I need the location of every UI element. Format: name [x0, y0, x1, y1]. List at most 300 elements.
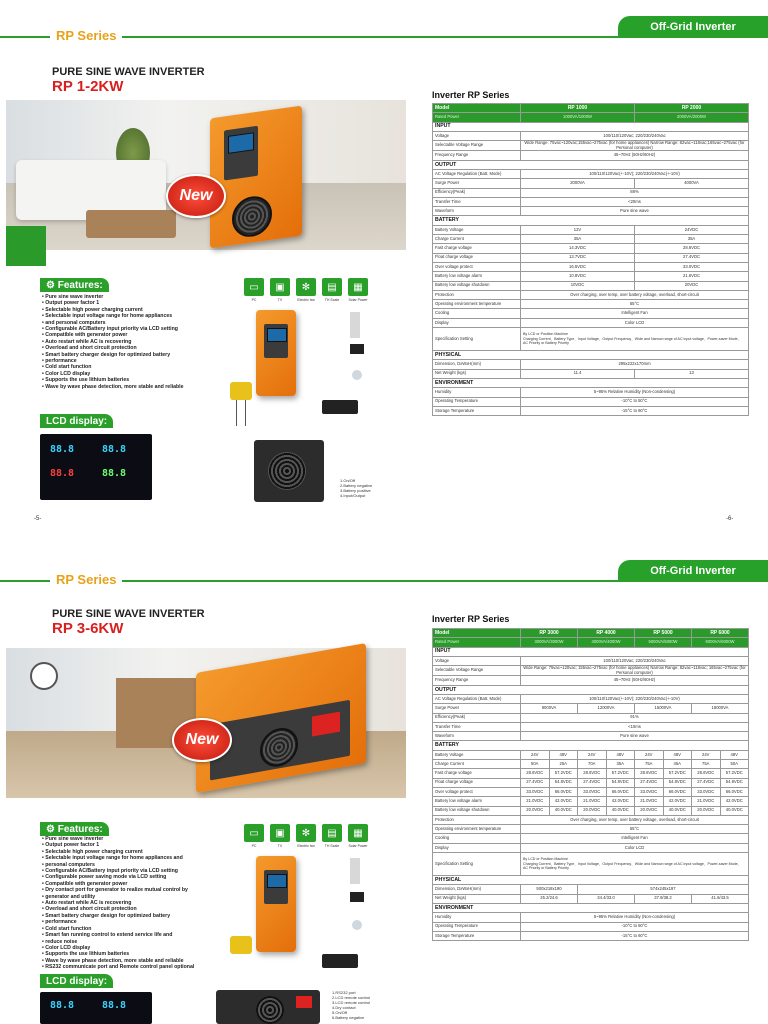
spec-label: Protection [433, 290, 521, 299]
inverter-back-image [216, 990, 320, 1024]
spec-value: 13.7VDC [521, 253, 635, 262]
spec-label: Selectable Voltage Range [433, 666, 521, 676]
spec-row [433, 318, 749, 327]
spec-row [433, 894, 749, 903]
appliance-labels [244, 844, 368, 848]
feature-item: • and personal computers [42, 320, 232, 326]
model-header-row [433, 629, 749, 638]
spec-label: Frequency Range [433, 676, 521, 685]
section-row [433, 903, 749, 912]
section-heading: BATTERY [433, 741, 749, 750]
spec-label: Storage Temperature [433, 931, 521, 940]
spec-row [433, 843, 749, 852]
spec-value: 21.6VDC [635, 272, 749, 281]
spec-label: Specification Setting [433, 328, 521, 351]
generator-icon [230, 382, 252, 400]
spec-value: Intelligent Fan [521, 309, 749, 318]
spec-value: 21.0VDC [635, 797, 664, 806]
rated-power-value: 2000VA/2000W [635, 113, 749, 122]
appliance-label: TH Scale [324, 298, 340, 302]
spec-value: 66.0VDC [606, 787, 635, 796]
feature-item: • Cold start function [42, 364, 232, 370]
spec-row [433, 913, 749, 922]
spec-row [433, 825, 749, 834]
spec-value: 50A [720, 760, 749, 769]
spec-label: Storage Temperature [433, 406, 521, 415]
spec-value: 40.0VDC [663, 806, 692, 815]
scale-icon: ▤ [322, 278, 342, 296]
appliance-pc-icon [350, 892, 364, 902]
spec-value: 40.0VDC [606, 806, 635, 815]
appliance-fridge-icon [350, 858, 360, 884]
features-heading: ⚙ Features: [40, 278, 109, 292]
rated-power-label: Rated Power [433, 113, 521, 122]
spec-value: 35A [521, 235, 635, 244]
spec-value: Over charging, over temp, over battery voltage, overload, short-circuit [521, 290, 749, 299]
model-name: RP 2000 [635, 104, 749, 113]
spec-value: 57.2VDC [663, 769, 692, 778]
feature-item: • Selectable input voltage range for home appliances [42, 313, 232, 319]
spec-row [433, 235, 749, 244]
header-dash [6, 36, 36, 38]
rated-power-row [433, 113, 749, 122]
feature-item: • Smart fan running control to extend service life and [42, 932, 232, 938]
utility-pole-icon [236, 400, 246, 426]
spec-label: Dimension, DxWxH(mm) [433, 360, 521, 369]
spec-label: Battery Voltage [433, 750, 521, 759]
model-header-label: Model [433, 629, 521, 638]
spec-row [433, 188, 749, 197]
spec-row [433, 778, 749, 787]
spec-row [433, 397, 749, 406]
spec-label: Operating Temperature [433, 922, 521, 931]
spec-value: 100/110/120Vac(+-10V); 220/230/240Vac(+-10V) [521, 169, 749, 178]
spec-value: 28.6VDC [635, 244, 749, 253]
battery-pack-icon [322, 954, 358, 968]
series-title: RP Series [50, 572, 122, 587]
spec-value: 24V [578, 750, 607, 759]
spec-value: 57.2VDC [606, 769, 635, 778]
spec-value: Wide Range: 75vac~120vac;155vac~275vac (for home appliances) Narrow Range: 82vac~118vac;165vac~275vac (for Personal computer) [521, 141, 749, 151]
rated-power-value: 6000VA/6000W [692, 638, 749, 647]
spec-label: Protection [433, 815, 521, 824]
spec-table-title: Inverter RP Series [432, 614, 510, 624]
spec-label: Battery low voltage shutdown [433, 281, 521, 290]
spec-row [433, 694, 749, 703]
spec-row [433, 815, 749, 824]
spec-value: -10°C to 50°C [521, 922, 749, 931]
model-name: RP 5000 [635, 629, 692, 638]
model-header-row [433, 104, 749, 113]
spec-row [433, 406, 749, 415]
spec-value: 10VDC [521, 281, 635, 290]
rated-power-value: 4000VA/4000W [578, 638, 635, 647]
spec-value: Color LCD [521, 843, 749, 852]
feature-item: • Overload and short circuit protection [42, 345, 232, 351]
feature-item: • Auto restart while AC is recovering [42, 900, 232, 906]
spec-label: Operating Temperature [433, 397, 521, 406]
spec-value: 24V [692, 750, 721, 759]
spec-value: 5~95% Relative Humidity (Non-condensing) [521, 388, 749, 397]
appliance-label: PC [251, 298, 257, 302]
section-row [433, 122, 749, 131]
spec-value: 54.8VDC [663, 778, 692, 787]
spec-value: 48V [549, 750, 578, 759]
spec-row [433, 253, 749, 262]
spec-table [432, 628, 749, 941]
rated-power-row [433, 638, 749, 647]
feature-item: • RS232 communicate port and Remote control panel optional [42, 964, 232, 970]
section-heading: BATTERY [433, 216, 749, 225]
spec-label: Float charge voltage [433, 778, 521, 787]
spec-value: 28.6VDC [692, 769, 721, 778]
rated-power-value: 5000VA/5000W [635, 638, 692, 647]
spec-row [433, 300, 749, 309]
spec-label: Dimension, DxWxH(mm) [433, 885, 521, 894]
spec-value: 33.0VDC [635, 787, 664, 796]
spec-label: Float charge voltage [433, 253, 521, 262]
page-number-right: -6- [726, 516, 734, 522]
spec-value: 20.0VDC [635, 806, 664, 815]
model-name: RP 4000 [578, 629, 635, 638]
spec-label: Surge Power [433, 179, 521, 188]
inverter-back-image [254, 440, 324, 502]
section-heading: INPUT [433, 647, 749, 656]
generator-icon [230, 936, 252, 954]
new-badge: New [172, 718, 232, 762]
spec-value: 42.0VDC [720, 797, 749, 806]
spec-label: Waveform [433, 732, 521, 741]
spec-value: 57.2VDC [720, 769, 749, 778]
spec-row [433, 388, 749, 397]
product-title: PURE SINE WAVE INVERTER [52, 608, 205, 620]
spec-value: 14.3VDC [521, 244, 635, 253]
feature-item: • Output power factor 1 [42, 300, 232, 306]
feature-item: • Configurable power saving mode via LCD setting [42, 874, 232, 880]
appliance-label: Electric fan [297, 298, 315, 302]
feature-item: • Pure sine wave inverter [42, 294, 232, 300]
feature-item: • Overload and short circuit protection [42, 906, 232, 912]
spec-value: 75A [692, 760, 721, 769]
spec-value: 54.8VDC [720, 778, 749, 787]
spec-value: 34.4/33.0 [578, 894, 635, 903]
spec-value: 40.0VDC [549, 806, 578, 815]
appliance-labels [244, 298, 368, 302]
spec-row [433, 704, 749, 713]
spec-label: Waveform [433, 207, 521, 216]
spec-label: Specification Setting [433, 853, 521, 876]
pc-icon: ▭ [244, 824, 264, 842]
off-grid-tag: Off-Grid Inverter [618, 560, 768, 582]
spec-value: 20.0VDC [578, 806, 607, 815]
spec-value: 12000VA [578, 704, 635, 713]
spec-label: Cooling [433, 834, 521, 843]
spec-row [433, 328, 749, 351]
spec-row [433, 262, 749, 271]
spec-value: -10°C to 50°C [521, 397, 749, 406]
spec-value: -15°C to 60°C [521, 931, 749, 940]
spec-value: 27.4VDC [635, 778, 664, 787]
spec-row [433, 197, 749, 206]
features-heading: ⚙ Features: [40, 822, 109, 836]
spec-value: Over charging, over temp, over battery voltage, overload, short-circuit [521, 815, 749, 824]
appliance-fridge-icon [350, 312, 360, 338]
spec-value: 100/110/120Vac; 220/230/240Vac [521, 656, 749, 665]
spec-value: 11.4 [521, 369, 635, 378]
scale-icon: ▤ [322, 824, 342, 842]
spec-label: Cooling [433, 309, 521, 318]
spec-label: AC Voltage Regulation (Batt. Mode) [433, 169, 521, 178]
spec-label: Net Weight (kgs) [433, 894, 521, 903]
spec-row [433, 272, 749, 281]
spec-row [433, 732, 749, 741]
section-heading: ENVIRONMENT [433, 903, 749, 912]
spec-value: 27.4VDC [578, 778, 607, 787]
appliance-label: Solar Power [348, 298, 368, 302]
spec-label: Humidity [433, 913, 521, 922]
spec-value: 33.0VDC [635, 262, 749, 271]
spec-label: Charge Current [433, 760, 521, 769]
spec-value: 70A [578, 760, 607, 769]
spec-value: 66.0VDC [663, 787, 692, 796]
spec-value: 15000VA [635, 704, 692, 713]
spec-value: 100/110/120Vac(+-10V); 220/230/240Vac(+-10V) [521, 694, 749, 703]
spec-row [433, 179, 749, 188]
spec-value: Intelligent Fan [521, 834, 749, 843]
inverter-front-image [256, 856, 296, 952]
gear-icon: ⚙ [46, 823, 55, 835]
spec-value: 20.0VDC [521, 806, 550, 815]
spec-label: Operating environment temperature [433, 825, 521, 834]
spec-row [433, 760, 749, 769]
clock-decor [30, 662, 58, 690]
spec-value: 28.6VDC [635, 769, 664, 778]
spec-value: 54.8VDC [606, 778, 635, 787]
series-title: RP Series [50, 28, 122, 43]
model-range: RP 3-6KW [52, 620, 124, 637]
spec-value: 20VDC [635, 281, 749, 290]
spec-value: Pure sine wave [521, 207, 749, 216]
spec-value: 33.0VDC [521, 787, 550, 796]
appliance-icons [244, 824, 368, 842]
feature-item: • reduce noise [42, 939, 232, 945]
section-row [433, 741, 749, 750]
lcd-heading: LCD display: [40, 974, 113, 988]
feature-item: • Supports the use lithium batteries [42, 951, 232, 957]
lcd-display-image: 88.8 88.8 [40, 992, 152, 1024]
spec-value: 33.0VDC [578, 787, 607, 796]
feature-item: • Cold start function [42, 926, 232, 932]
spec-value: 27.4VDC [635, 253, 749, 262]
back-callouts: 1.RS232 port 2.LCD remote control 3.LCD remote control 4.Dry contact 5.On/Off 6.Battery negative [332, 990, 371, 1020]
spec-value: 40.0VDC [720, 806, 749, 815]
spec-row [433, 676, 749, 685]
spec-value: 45A [663, 760, 692, 769]
spec-value: 57.2VDC [549, 769, 578, 778]
back-callouts: 1.On/Off 2.Battery negative 3.Battery positive 4.Input/Output [340, 478, 373, 498]
spec-label: Efficiency(Peak) [433, 713, 521, 722]
spec-label: Transfer Time [433, 722, 521, 731]
spec-value: 21.0VDC [692, 797, 721, 806]
section-row [433, 647, 749, 656]
spec-row [433, 834, 749, 843]
feature-item: • Dry contact port for generator to realize mutual control by [42, 887, 232, 893]
pc-icon: ▭ [244, 278, 264, 296]
section-row [433, 216, 749, 225]
feature-item: • Supports the use lithium batteries [42, 377, 232, 383]
spec-value: 88% [521, 188, 749, 197]
tv-icon: ▣ [270, 824, 290, 842]
spec-value: 24V [521, 750, 550, 759]
spec-row [433, 207, 749, 216]
spec-value: 500x218x190 [521, 885, 578, 894]
model-range: RP 1-2KW [52, 78, 124, 95]
spec-label: Fast charge voltage [433, 769, 521, 778]
lcd-heading: LCD display: [40, 414, 113, 428]
spec-value: <20ms [521, 197, 749, 206]
feature-item: • Selectable high power charging current [42, 849, 232, 855]
spec-label: Fast charge voltage [433, 244, 521, 253]
spec-label: Over voltage protect [433, 262, 521, 271]
spec-label: Display [433, 843, 521, 852]
spec-label: Display [433, 318, 521, 327]
feature-item: • Wave by wave phase detection, more stable and reliable [42, 958, 232, 964]
features-list [42, 836, 232, 971]
spec-value: 55°C [521, 300, 749, 309]
spec-value: 16.5VDC [521, 262, 635, 271]
inverter-photo [210, 106, 302, 249]
spec-value: 50A [521, 760, 550, 769]
spec-label: Net Weight (kgs) [433, 369, 521, 378]
spec-label: Over voltage protect [433, 787, 521, 796]
fan-icon: ✻ [296, 278, 316, 296]
spec-row [433, 225, 749, 234]
spec-row [433, 360, 749, 369]
section-row [433, 378, 749, 387]
spec-row [433, 931, 749, 940]
spec-value: 37.9/38.2 [635, 894, 692, 903]
spec-value: 42.0VDC [549, 797, 578, 806]
spec-value: 25.2/24.6 [521, 894, 578, 903]
spec-row [433, 885, 749, 894]
section-heading: INPUT [433, 122, 749, 131]
spec-label: Battery Voltage [433, 225, 521, 234]
spec-value: 5~95% Relative Humidity (Non-condensing) [521, 913, 749, 922]
spec-value: 48V [663, 750, 692, 759]
feature-item: • Compatible with generator power [42, 881, 232, 887]
spec-row [433, 797, 749, 806]
header-dash [6, 580, 36, 582]
spec-value: 45~70Hz (50Hz/60Hz) [521, 151, 749, 160]
spec-value: 28.6VDC [578, 769, 607, 778]
spec-value: 48V [720, 750, 749, 759]
spec-value: 54.8VDC [549, 778, 578, 787]
spec-label: Voltage [433, 131, 521, 140]
spec-value: 13 [635, 369, 749, 378]
feature-item: • Auto restart while AC is recovering [42, 339, 232, 345]
green-accent-square [6, 226, 46, 266]
spec-value: 27.4VDC [692, 778, 721, 787]
battery-pack-icon [322, 400, 358, 414]
spec-value: 42.0VDC [606, 797, 635, 806]
appliance-label: TV [277, 844, 283, 848]
spec-row [433, 853, 749, 876]
appliance-icons [244, 278, 368, 296]
feature-item: • Smart battery charger design for optimized battery [42, 913, 232, 919]
spec-value: 9000VA [521, 704, 578, 713]
spec-label: Frequency Range [433, 151, 521, 160]
feature-item: • Pure sine wave inverter [42, 836, 232, 842]
hero-room-photo [6, 100, 406, 250]
spec-value: 35A [606, 760, 635, 769]
feature-item: • performance [42, 919, 232, 925]
spec-value: 4000VA [635, 179, 749, 188]
feature-item: • Color LCD display [42, 371, 232, 377]
spec-value: Wide Range: 75vac~120vac; 155vac~275vac (for home appliances) Narrow Range: 82vac~118vac; 165vac~275vac (for Personal computer) [521, 666, 749, 676]
section-heading: OUTPUT [433, 160, 749, 169]
spec-value: 42.0VDC [663, 797, 692, 806]
features-list [42, 294, 232, 390]
spec-value: 27.4VDC [521, 778, 550, 787]
spec-value: 10.8VDC [521, 272, 635, 281]
spec-row [433, 290, 749, 299]
product-title: PURE SINE WAVE INVERTER [52, 66, 205, 78]
spec-label: Efficiency(Peak) [433, 188, 521, 197]
spec-label: Battery low voltage alarm [433, 797, 521, 806]
appliance-label: TV [277, 298, 283, 302]
solar-panel-icon: ▦ [348, 824, 368, 842]
feature-item: • generator and utility [42, 894, 232, 900]
spec-label: Humidity [433, 388, 521, 397]
spec-row [433, 369, 749, 378]
spec-row [433, 244, 749, 253]
section-row [433, 160, 749, 169]
appliance-label: PC [251, 844, 257, 848]
appliance-label: Solar Power [348, 844, 368, 848]
spec-row [433, 309, 749, 318]
table-decor [86, 210, 176, 238]
section-row [433, 685, 749, 694]
spec-value: By LCD or Position Machine Charging Current、Battery Type、Input Voltage、Output Frequency、Wide and Narrow range of AC input voltage、Power-saver Mode、AC Priority or Battery Priority [521, 853, 749, 876]
spec-row [433, 713, 749, 722]
spec-value: 75A [635, 760, 664, 769]
spec-row [433, 151, 749, 160]
spec-value: 18000VA [692, 704, 749, 713]
off-grid-tag: Off-Grid Inverter [618, 16, 768, 38]
feature-item: • Configurable AC/Battery input priority via LCD setting [42, 326, 232, 332]
spec-label: Voltage [433, 656, 521, 665]
spec-value: 28.6VDC [521, 769, 550, 778]
spec-value: -15°C to 60°C [521, 406, 749, 415]
appliance-fan-icon [352, 370, 362, 380]
spec-value: 2000VA [521, 179, 635, 188]
rated-power-label: Rated Power [433, 638, 521, 647]
section-heading: PHYSICAL [433, 351, 749, 360]
feature-item: • Configurable AC/Battery input priority via LCD setting [42, 868, 232, 874]
spec-label: AC Voltage Regulation (Batt. Mode) [433, 694, 521, 703]
model-name: RP 3000 [521, 629, 578, 638]
spec-row [433, 141, 749, 151]
spec-label: Surge Power [433, 704, 521, 713]
section-row [433, 351, 749, 360]
spec-label: Charge Current [433, 235, 521, 244]
gear-icon: ⚙ [46, 279, 55, 291]
appliance-pc-icon [350, 344, 364, 354]
spec-value: 295x222x170mm [521, 360, 749, 369]
spec-value: <10ms [521, 722, 749, 731]
spec-value: Color LCD [521, 318, 749, 327]
spec-value: 24V [635, 750, 664, 759]
